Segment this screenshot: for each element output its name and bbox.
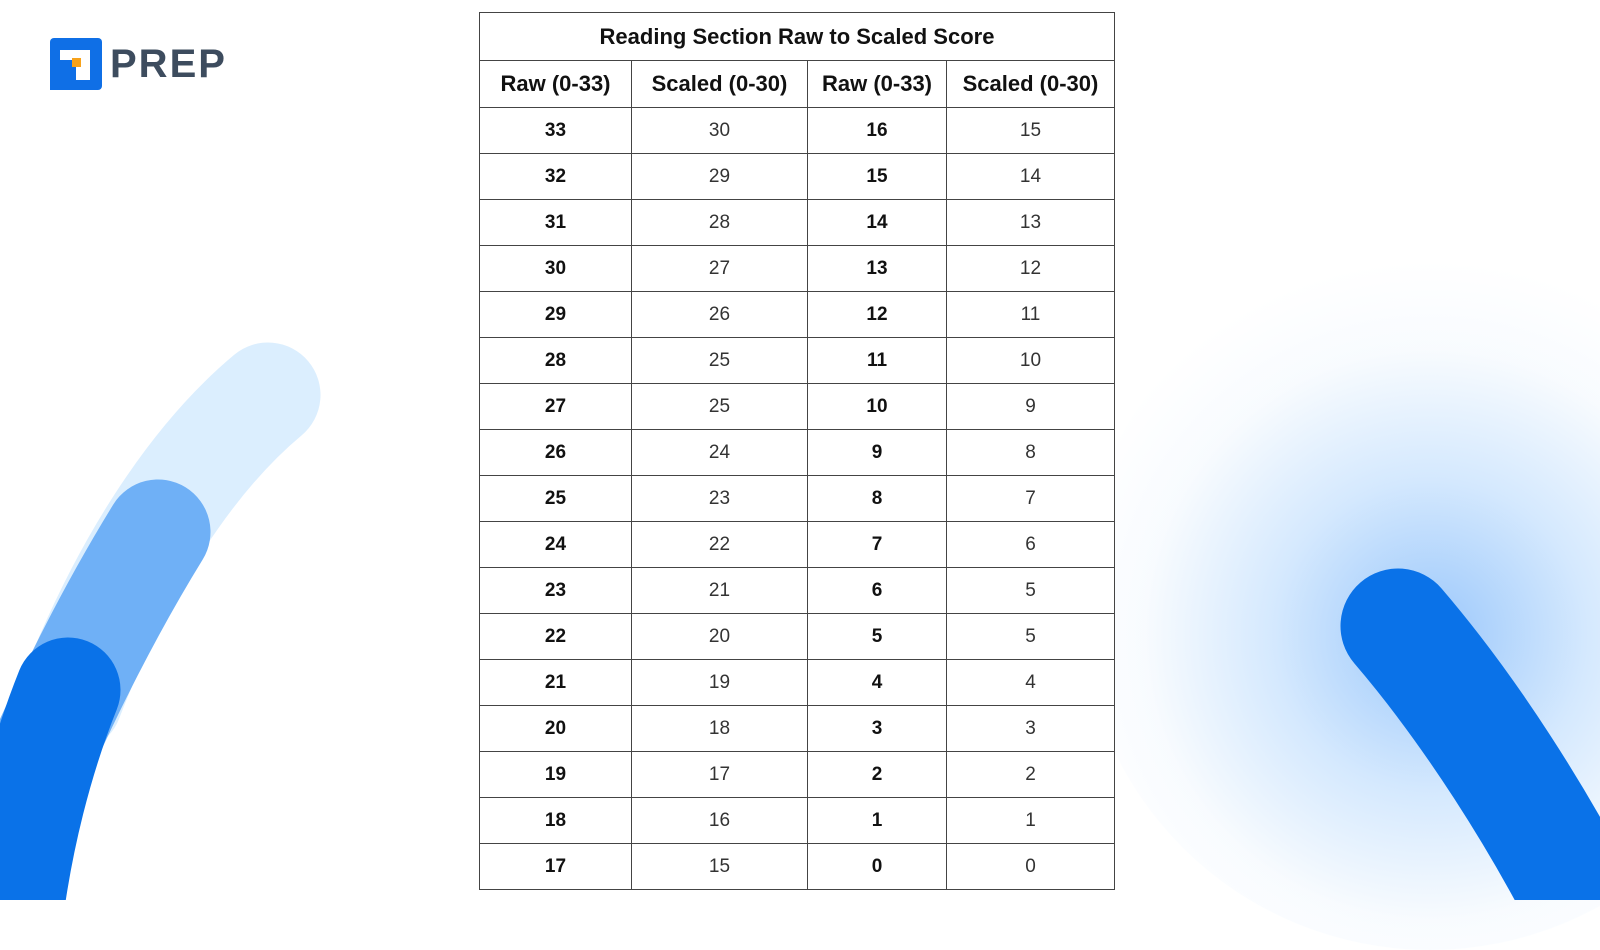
table-title: Reading Section Raw to Scaled Score	[480, 13, 1115, 61]
scaled-cell: 3	[947, 706, 1115, 752]
raw-cell: 27	[480, 384, 632, 430]
raw-cell: 15	[808, 154, 947, 200]
header-raw-2: Raw (0-33)	[808, 61, 947, 108]
header-raw-1: Raw (0-33)	[480, 61, 632, 108]
raw-cell: 12	[808, 292, 947, 338]
scaled-cell: 30	[632, 108, 808, 154]
scaled-cell: 16	[632, 798, 808, 844]
table-row	[480, 522, 1115, 568]
scaled-cell: 29	[632, 154, 808, 200]
raw-cell: 11	[808, 338, 947, 384]
raw-cell: 31	[480, 200, 632, 246]
scaled-cell: 25	[632, 384, 808, 430]
raw-cell: 18	[480, 798, 632, 844]
raw-cell: 32	[480, 154, 632, 200]
scaled-cell: 22	[632, 522, 808, 568]
table-row	[480, 660, 1115, 706]
scaled-cell: 7	[947, 476, 1115, 522]
scaled-cell: 0	[947, 844, 1115, 890]
scaled-cell: 1	[947, 798, 1115, 844]
raw-cell: 22	[480, 614, 632, 660]
raw-cell: 13	[808, 246, 947, 292]
scaled-cell: 18	[632, 706, 808, 752]
scaled-cell: 19	[632, 660, 808, 706]
raw-cell: 10	[808, 384, 947, 430]
raw-cell: 5	[808, 614, 947, 660]
scaled-cell: 12	[947, 246, 1115, 292]
header-scaled-2: Scaled (0-30)	[947, 61, 1115, 108]
table-row	[480, 568, 1115, 614]
scaled-cell: 5	[947, 614, 1115, 660]
table-row	[480, 246, 1115, 292]
scaled-cell: 11	[947, 292, 1115, 338]
scaled-cell: 24	[632, 430, 808, 476]
raw-cell: 24	[480, 522, 632, 568]
score-table	[479, 12, 1115, 890]
raw-cell: 23	[480, 568, 632, 614]
brand-name: PREP	[110, 41, 227, 86]
raw-cell: 30	[480, 246, 632, 292]
table-row	[480, 706, 1115, 752]
scaled-cell: 15	[947, 108, 1115, 154]
scaled-cell: 15	[632, 844, 808, 890]
header-scaled-1: Scaled (0-30)	[632, 61, 808, 108]
scaled-cell: 14	[947, 154, 1115, 200]
raw-cell: 19	[480, 752, 632, 798]
scaled-cell: 8	[947, 430, 1115, 476]
brand-logo	[50, 38, 227, 90]
prep-logo-icon	[50, 38, 102, 90]
table-row	[480, 752, 1115, 798]
table-row	[480, 430, 1115, 476]
scaled-cell: 26	[632, 292, 808, 338]
scaled-cell: 6	[947, 522, 1115, 568]
raw-cell: 7	[808, 522, 947, 568]
table-row	[480, 614, 1115, 660]
scaled-cell: 20	[632, 614, 808, 660]
raw-cell: 2	[808, 752, 947, 798]
scaled-cell: 9	[947, 384, 1115, 430]
raw-cell: 29	[480, 292, 632, 338]
dark-arc-left	[10, 690, 68, 900]
raw-cell: 26	[480, 430, 632, 476]
scaled-cell: 4	[947, 660, 1115, 706]
raw-cell: 9	[808, 430, 947, 476]
table-row	[480, 292, 1115, 338]
raw-cell: 28	[480, 338, 632, 384]
table-row	[480, 108, 1115, 154]
table-row	[480, 844, 1115, 890]
scaled-cell: 17	[632, 752, 808, 798]
scaled-cell: 5	[947, 568, 1115, 614]
scaled-cell: 27	[632, 246, 808, 292]
table-row	[480, 798, 1115, 844]
scaled-cell: 2	[947, 752, 1115, 798]
raw-cell: 1	[808, 798, 947, 844]
table-row	[480, 154, 1115, 200]
raw-cell: 16	[808, 108, 947, 154]
scaled-cell: 13	[947, 200, 1115, 246]
scaled-cell: 21	[632, 568, 808, 614]
raw-cell: 3	[808, 706, 947, 752]
scaled-cell: 28	[632, 200, 808, 246]
raw-cell: 0	[808, 844, 947, 890]
scaled-cell: 10	[947, 338, 1115, 384]
dark-arc-right	[1398, 626, 1590, 900]
raw-cell: 20	[480, 706, 632, 752]
raw-cell: 21	[480, 660, 632, 706]
table-row	[480, 338, 1115, 384]
scaled-cell: 23	[632, 476, 808, 522]
raw-cell: 4	[808, 660, 947, 706]
table-row	[480, 384, 1115, 430]
raw-cell: 25	[480, 476, 632, 522]
table-row	[480, 200, 1115, 246]
table-row	[480, 476, 1115, 522]
raw-cell: 17	[480, 844, 632, 890]
raw-cell: 14	[808, 200, 947, 246]
raw-cell: 33	[480, 108, 632, 154]
raw-cell: 8	[808, 476, 947, 522]
scaled-cell: 25	[632, 338, 808, 384]
raw-cell: 6	[808, 568, 947, 614]
